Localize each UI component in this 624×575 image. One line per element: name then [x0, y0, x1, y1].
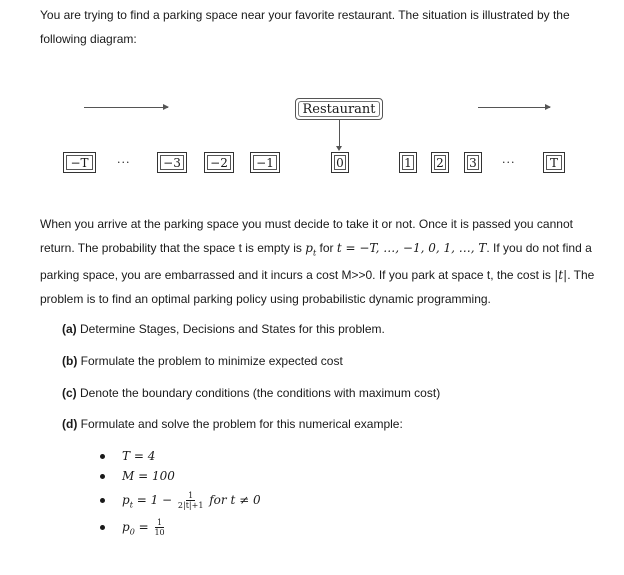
- body-line-3: parking space, you are embarrassed and it incurs a cost M>>0. If you park at space t, the cost is: [40, 268, 555, 283]
- pt-fraction-num: 1: [188, 490, 194, 500]
- p0-sub: 0: [129, 526, 135, 536]
- question-b: [62, 352, 343, 370]
- space-box-3: [464, 152, 482, 173]
- space-label: 3: [469, 155, 477, 170]
- pt-fraction: [178, 491, 204, 510]
- right-ellipsis: ···: [502, 156, 516, 169]
- question-c-label: (c): [62, 386, 77, 400]
- question-c-text: Denote the boundary conditions (the conditions with maximum cost): [76, 386, 441, 400]
- space-box-minus-T: [63, 152, 96, 173]
- bullet-icon: [100, 474, 105, 479]
- space-label: −1: [256, 155, 274, 170]
- space-label: T: [549, 155, 558, 170]
- question-b-text: Formulate the problem to minimize expected cost: [77, 354, 343, 368]
- space-box-minus-3: [157, 152, 187, 173]
- body-line-2b: for: [316, 240, 337, 255]
- space-box-2: [431, 152, 449, 173]
- param-T-text: T = 4: [122, 449, 156, 463]
- param-p0: [100, 514, 167, 540]
- restaurant-box: [295, 98, 383, 120]
- question-d: [62, 415, 403, 433]
- space-label: −2: [210, 155, 228, 170]
- left-ellipsis: ···: [117, 156, 131, 169]
- question-a-text: Determine Stages, Decisions and States for this problem.: [76, 322, 385, 336]
- body-line-1: When you arrive at the parking space you must decide to take it or not. Once it is passed you cannot: [40, 217, 573, 231]
- space-label: 0: [336, 155, 344, 170]
- body-line-2a: return. The probability that the space t is empty is: [40, 240, 306, 255]
- left-direction-arrow: [84, 107, 168, 108]
- question-b-label: (b): [62, 354, 78, 368]
- space-label: −3: [163, 155, 181, 170]
- prob-p: p: [305, 240, 313, 255]
- restaurant-label: Restaurant: [302, 101, 376, 117]
- prob-symbol: [305, 241, 316, 255]
- p0-eq: =: [134, 519, 153, 534]
- prob-subscript: t: [312, 247, 317, 257]
- problem-description: [40, 213, 600, 311]
- body-line-2c: . If you do not find a: [486, 240, 592, 255]
- intro-line-1: You are trying to find a parking space near your favorite restaurant. The situation is illustrated by the: [40, 8, 570, 22]
- question-a: [62, 320, 385, 338]
- question-d-text: Formulate and solve the problem for this numerical example:: [77, 417, 403, 431]
- p0-fraction-num: 1: [157, 517, 163, 527]
- t-range: t = −T, …, −1, 0, 1, …, T: [336, 240, 487, 255]
- right-direction-arrow: [478, 107, 550, 108]
- space-box-T: [543, 152, 565, 173]
- pt-sub: t: [129, 499, 133, 509]
- question-d-label: (d): [62, 417, 78, 431]
- pt-p: p: [122, 492, 130, 507]
- space-box-0: [331, 152, 349, 173]
- body-line-4: problem is to find an optimal parking policy using probabilistic dynamic programming.: [40, 291, 491, 306]
- restaurant-pointer-line: [339, 120, 340, 148]
- space-label: −T: [70, 155, 89, 170]
- p0-fraction: [154, 518, 164, 537]
- body-line-3-end: . The: [567, 268, 595, 283]
- intro-line-2: following diagram:: [40, 31, 137, 46]
- param-M: [100, 466, 175, 486]
- question-c: [62, 384, 440, 402]
- p0-fraction-den: 10: [154, 527, 165, 537]
- param-M-text: M = 100: [122, 469, 175, 483]
- bullet-icon: [100, 454, 105, 459]
- bullet-icon: [100, 498, 105, 503]
- pt-fraction-den: 2|t|+1: [177, 500, 204, 510]
- space-box-minus-2: [204, 152, 234, 173]
- param-T: [100, 446, 155, 466]
- param-pt: [100, 487, 261, 513]
- pt-eq: = 1 −: [132, 492, 176, 507]
- space-label: 2: [436, 155, 444, 170]
- pt-condition: for t ≠ 0: [205, 492, 261, 507]
- p0-p: p: [122, 519, 130, 534]
- space-box-1: [399, 152, 417, 173]
- space-box-minus-1: [250, 152, 280, 173]
- space-label: 1: [404, 155, 412, 170]
- parking-diagram: [0, 0, 624, 200]
- abs-t: |t|: [554, 268, 568, 283]
- bullet-icon: [100, 525, 105, 530]
- question-a-label: (a): [62, 322, 77, 336]
- restaurant-pointer-arrowhead: [336, 146, 342, 151]
